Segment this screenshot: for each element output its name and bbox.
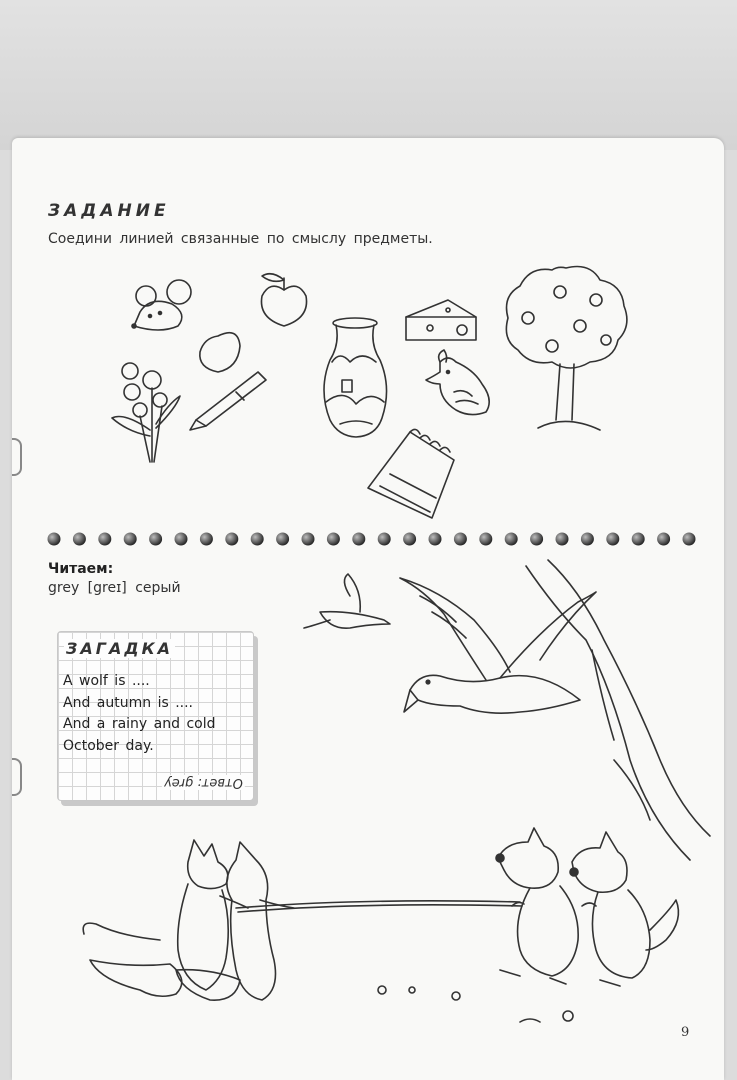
reading-word-line: grey [greɪ] серый	[48, 580, 181, 596]
two-foxes-icon	[83, 840, 294, 1000]
rope-icon	[236, 901, 522, 912]
reading-label: Читаем:	[48, 561, 114, 577]
tree-icon	[526, 560, 710, 860]
task-instruction: Соедини линией связанные по смыслу предметы.	[48, 231, 433, 247]
riddle-line: And a rainy and cold	[63, 716, 216, 732]
riddle-title: ЗАГАДКА	[66, 639, 174, 658]
riddle-line: October day.	[63, 737, 154, 754]
riddle-box	[57, 631, 254, 801]
riddle-line: And autumn is ....	[63, 694, 193, 711]
riddle-line: A wolf is ....	[63, 673, 150, 689]
grass-flowers-icon	[378, 986, 573, 1022]
riddle-text	[63, 671, 215, 757]
riddle-answer-upside-down: Ответ: grey	[164, 775, 243, 790]
two-wolves-icon	[496, 828, 678, 986]
task-heading: ЗАДАНИЕ	[48, 201, 170, 221]
page-number: 9	[681, 1025, 690, 1040]
dove-icon	[304, 574, 596, 713]
